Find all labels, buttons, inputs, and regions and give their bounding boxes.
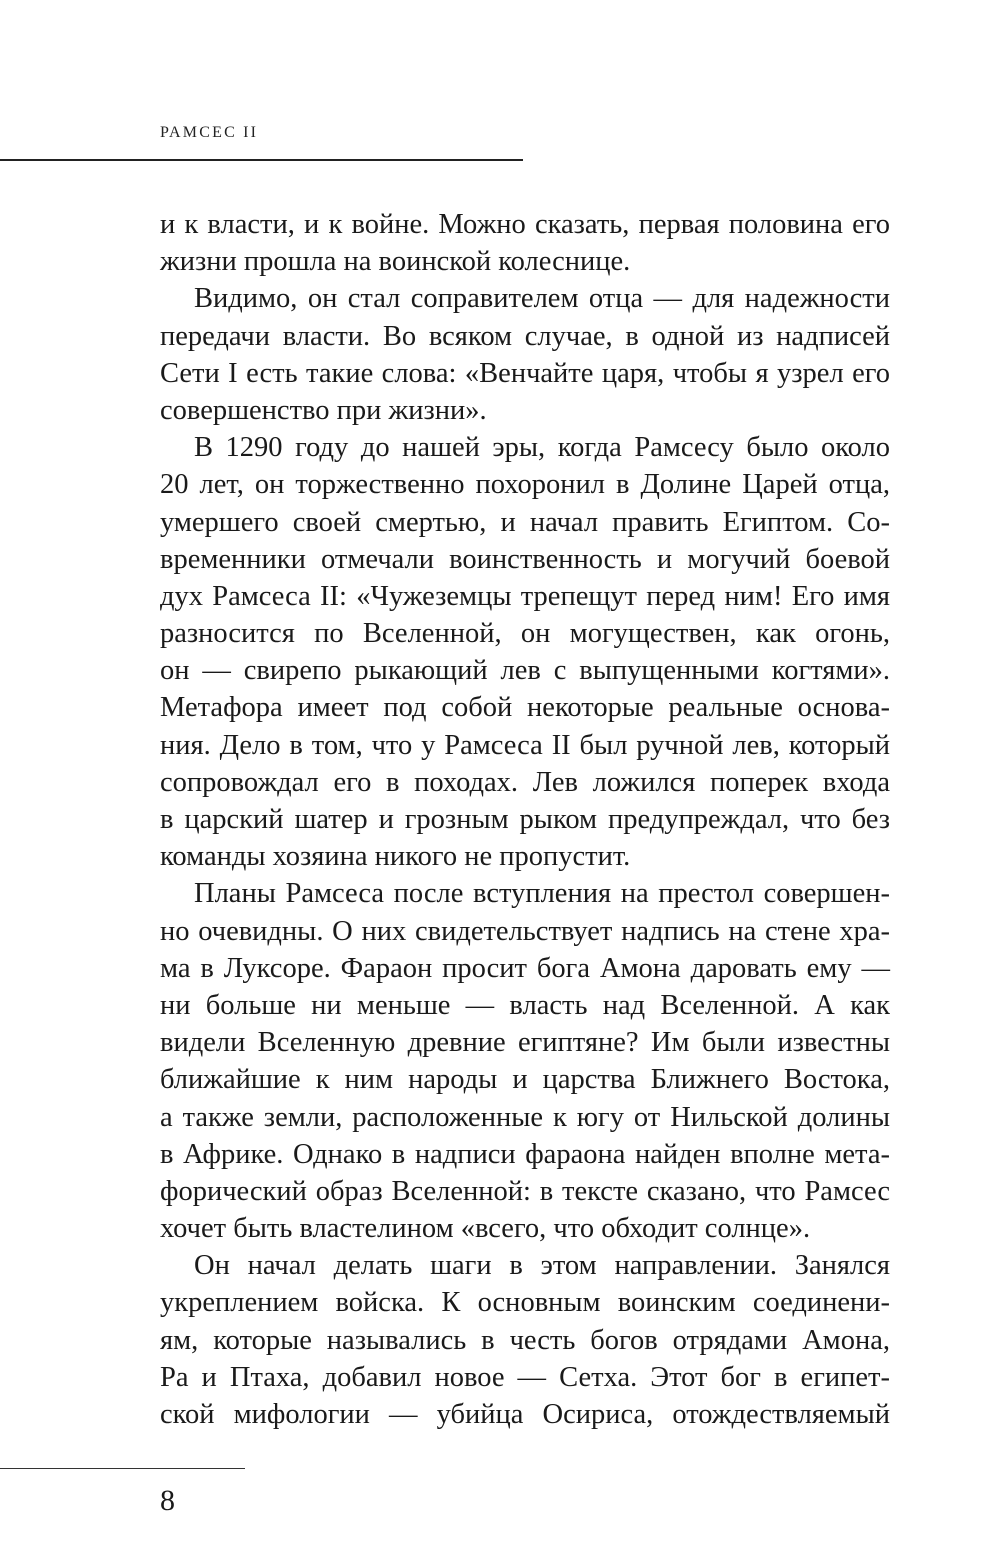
text-line: укреплением войска. К основным воинским соединени- <box>160 1287 890 1319</box>
text-line: Видимо, он стал соправителем отца — для надежности <box>194 283 890 315</box>
text-line: совершенство при жизни». <box>160 394 487 426</box>
text-line: ской мифологии — убийца Осириса, отождествляемый <box>160 1399 890 1430</box>
text-line: Метафора имеет под собой некоторые реальные основа- <box>160 692 890 724</box>
text-line: умершего своей смертью, и начал править Египтом. Со- <box>160 506 890 538</box>
text-line: жизни прошла на воинской колеснице. <box>160 246 631 278</box>
page-number: 8 <box>160 1484 175 1517</box>
text-line: и к власти, и к войне. Можно сказать, первая половина его <box>160 209 890 240</box>
text-line: ния. Дело в том, что у Рамсеса II был ручной лев, который <box>160 729 890 761</box>
text-line: но очевидны. О них свидетельствует надпись на стене хра- <box>160 915 890 947</box>
text-line: Он начал делать шаги в этом направлении. Занялся <box>194 1250 890 1282</box>
text-line: ям, которые назывались в честь богов отрядами Амона, <box>160 1324 890 1356</box>
text-line: сопровождал его в походах. Лев ложился поперек входа <box>160 766 890 798</box>
paragraph <box>160 875 890 1247</box>
paragraph <box>160 280 890 429</box>
text-line: 20 лет, он торжественно похоронил в Долине Царей отца, <box>160 469 890 501</box>
text-line: временники отмечали воинственность и могучий боевой <box>160 543 890 575</box>
paragraph <box>160 206 890 280</box>
text-line: команды хозяина никого не пропустит. <box>160 841 631 873</box>
text-line: ма в Луксоре. Фараон просит бога Амона даровать ему — <box>160 952 890 984</box>
text-line: разносится по Вселенной, он могуществен, как огонь, <box>160 618 890 650</box>
text-line: в царский шатер и грозным рыком предупреждал, что без <box>160 804 890 835</box>
text-line: В 1290 году до нашей эры, когда Рамсесу было около <box>194 432 890 464</box>
text-line: он — свирепо рыкающий лев с выпущенными когтями». <box>160 655 890 687</box>
text-line: Сети I есть такие слова: «Венчайте царя, чтобы я узрел его <box>160 357 890 389</box>
header-rule <box>0 159 523 161</box>
text-line: передачи власти. Во всяком случае, в одной из надписей <box>160 320 890 352</box>
paragraph <box>160 1247 890 1433</box>
text-line: хочет быть властелином «всего, что обходит солнце». <box>160 1213 811 1245</box>
text-line: дух Рамсеса II: «Чужеземцы трепещут перед ним! Его имя <box>160 580 890 612</box>
text-line: форический образ Вселенной: в тексте сказано, что Рамсес <box>160 1175 890 1207</box>
text-line: ближайшие к ним народы и царства Ближнего Востока, <box>160 1064 890 1096</box>
text-line: в Африке. Однако в надписи фараона найден вполне мета- <box>160 1138 890 1170</box>
running-head: РАМСЕС II <box>160 124 259 141</box>
body-text <box>160 206 890 1433</box>
footer-rule <box>0 1468 245 1469</box>
text-line: а также земли, расположенные к югу от Нильской долины <box>160 1101 890 1133</box>
text-line: Планы Рамсеса после вступления на престол совершен- <box>194 878 890 910</box>
text-line: ни больше ни меньше — власть над Вселенной. А как <box>160 989 890 1021</box>
text-line: Ра и Птаха, добавил новое — Сетха. Этот бог в египет- <box>160 1361 890 1393</box>
text-line: видели Вселенную древние египтяне? Им были известны <box>160 1027 890 1059</box>
paragraph <box>160 429 890 875</box>
